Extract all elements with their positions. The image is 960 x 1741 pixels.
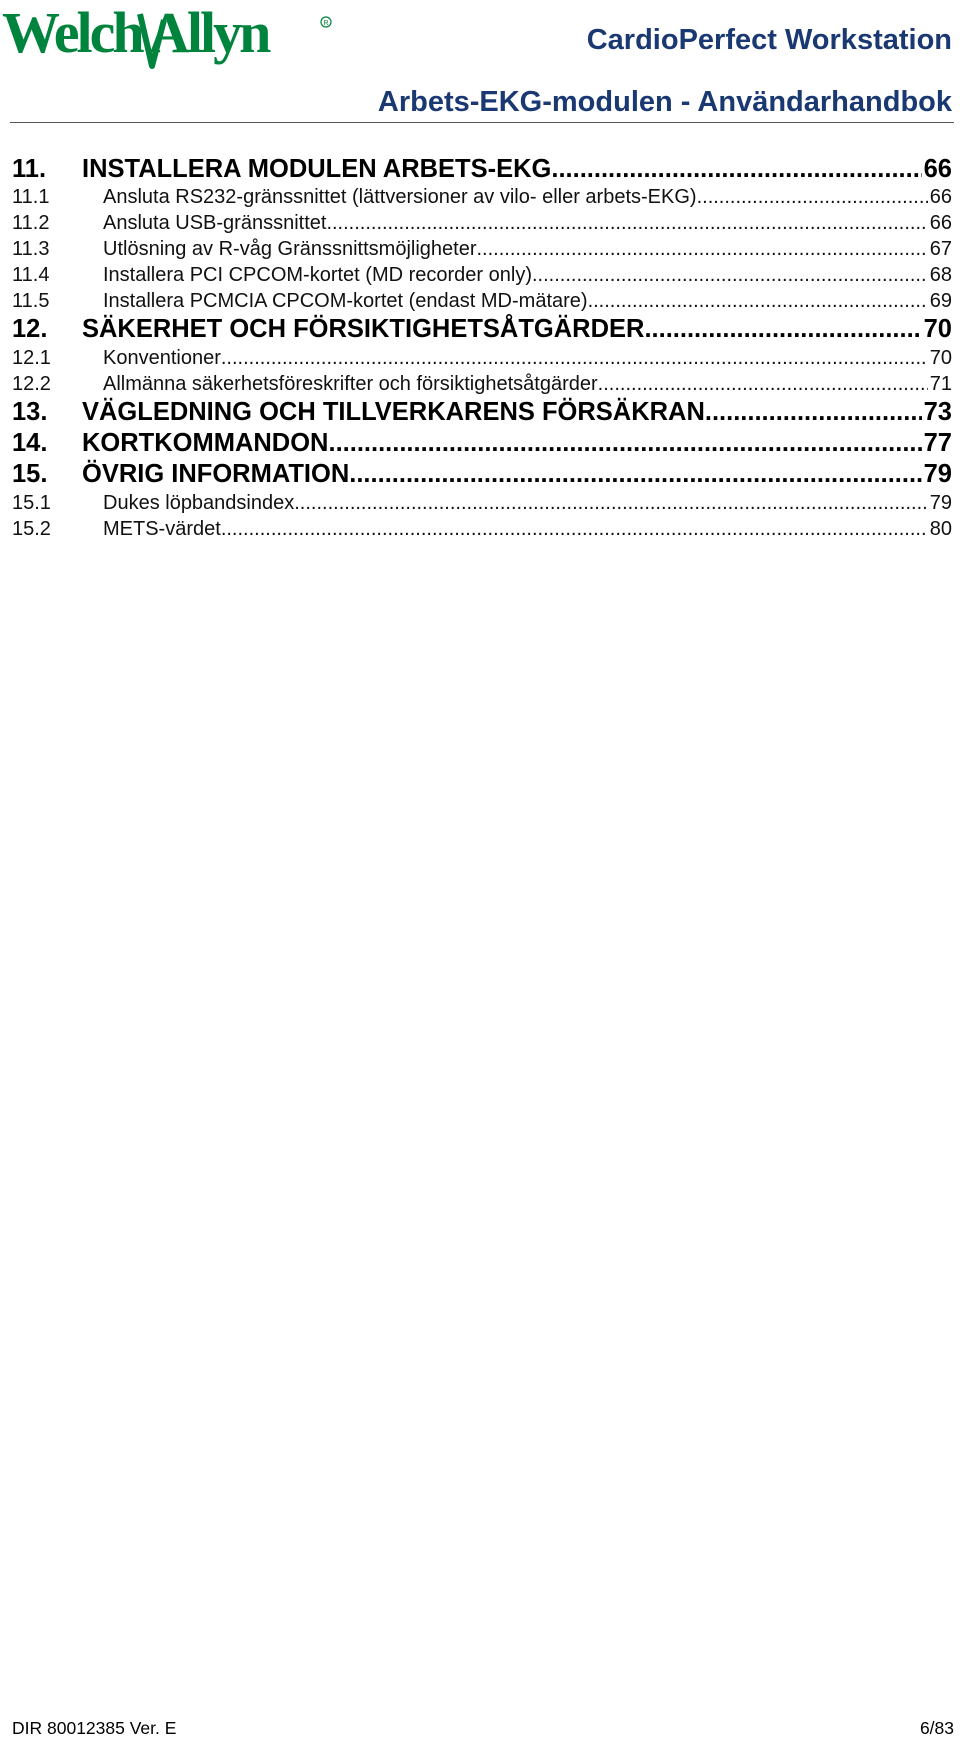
toc-page-number: 79 [929,492,952,514]
toc-entry-11-2[interactable] [12,210,952,236]
welch-allyn-logo [2,0,332,76]
footer-document-id: DIR 80012385 Ver. E [12,1718,177,1738]
toc-number: 13. [12,398,48,426]
toc-leader-dots [477,236,928,262]
toc-title: Allmänna säkerhetsföreskrifter och försiktighetsåtgärder [103,373,598,395]
toc-leader-dots [697,184,928,210]
svg-text:Welch: Welch [2,0,142,65]
toc-number: 12. [12,315,48,343]
toc-leader-dots [221,516,928,542]
toc-page-number: 79 [923,460,952,488]
toc-leader-dots [644,314,921,345]
toc-number: 15.1 [12,492,51,514]
toc-title: KORTKOMMANDON [82,429,329,457]
toc-leader-dots [294,490,928,516]
toc-leader-dots [705,397,922,428]
toc-page-number: 68 [929,264,952,286]
toc-leader-dots [551,154,921,184]
document-subtitle: Arbets-EKG-modulen - Användarhandbok [377,86,952,118]
toc-number: 11.1 [12,186,50,208]
toc-leader-dots [326,210,927,236]
footer-page-number: 6/83 [919,1718,954,1738]
toc-title: Konventioner [103,347,221,369]
toc-title: VÄGLEDNING OCH TILLVERKARENS FÖRSÄKRAN [82,398,705,426]
toc-entry-12[interactable] [12,314,952,345]
toc-title: Installera PCMCIA CPCOM-kortet (endast MD-mätare) [103,290,588,312]
toc-page-number: 73 [923,398,952,426]
toc-leader-dots [349,459,921,490]
header-divider [10,122,954,123]
toc-entry-11-4[interactable] [12,262,952,288]
toc-leader-dots [598,371,928,397]
toc-number: 11.2 [12,212,50,234]
toc-page-number: 69 [929,290,952,312]
toc-number: 12.1 [12,347,51,369]
toc-title: Installera PCI CPCOM-kortet (MD recorder only) [103,264,532,286]
toc-page-number: 70 [929,347,952,369]
toc-entry-12-1[interactable] [12,345,952,371]
toc-entry-15-2[interactable] [12,516,952,542]
toc-leader-dots [328,428,921,459]
toc-entry-15-1[interactable] [12,490,952,516]
page-header [0,0,960,130]
toc-entry-11-3[interactable] [12,236,952,262]
toc-page-number: 66 [929,186,952,208]
toc-title: Utlösning av R-våg Gränssnittsmöjligheter [103,238,477,260]
toc-title: INSTALLERA MODULEN ARBETS-EKG [82,155,552,183]
toc-number: 12.2 [12,373,51,395]
toc-number: 11.4 [12,264,50,286]
toc-title: SÄKERHET OCH FÖRSIKTIGHETSÅTGÄRDER [82,315,645,343]
toc-entry-11-1[interactable] [12,184,952,210]
toc-number: 15. [12,460,48,488]
toc-leader-dots [588,288,928,314]
toc-page-number: 67 [929,238,952,260]
toc-entry-11-5[interactable] [12,288,952,314]
toc-leader-dots [221,345,928,371]
toc-entry-12-2[interactable] [12,371,952,397]
toc-title: Ansluta USB-gränssnittet [103,212,327,234]
toc-title: Ansluta RS232-gränssnittet (lättversioner av vilo- eller arbets-EKG) [103,186,697,208]
toc-leader-dots [532,262,928,288]
toc-title: METS-värdet [103,518,221,540]
toc-title: Dukes löpbandsindex [103,492,295,514]
toc-entry-15[interactable] [12,459,952,490]
toc-entry-14[interactable] [12,428,952,459]
svg-text:R: R [323,20,329,27]
toc-entry-13[interactable] [12,397,952,428]
toc-page-number: 66 [929,212,952,234]
toc-number: 11.5 [12,290,50,312]
svg-text:Allyn: Allyn [148,0,269,65]
toc-number: 14. [12,429,48,457]
toc-page-number: 70 [923,315,952,343]
toc-entry-11[interactable] [12,154,952,184]
toc-page-number: 80 [929,518,952,540]
toc-page-number: 71 [929,373,952,395]
table-of-contents [12,154,952,542]
toc-number: 11. [12,155,47,183]
toc-title: ÖVRIG INFORMATION [82,460,350,488]
toc-page-number: 77 [923,429,952,457]
toc-page-number: 66 [923,155,952,183]
toc-number: 15.2 [12,518,51,540]
document-title: CardioPerfect Workstation [586,24,952,56]
toc-number: 11.3 [12,238,50,260]
